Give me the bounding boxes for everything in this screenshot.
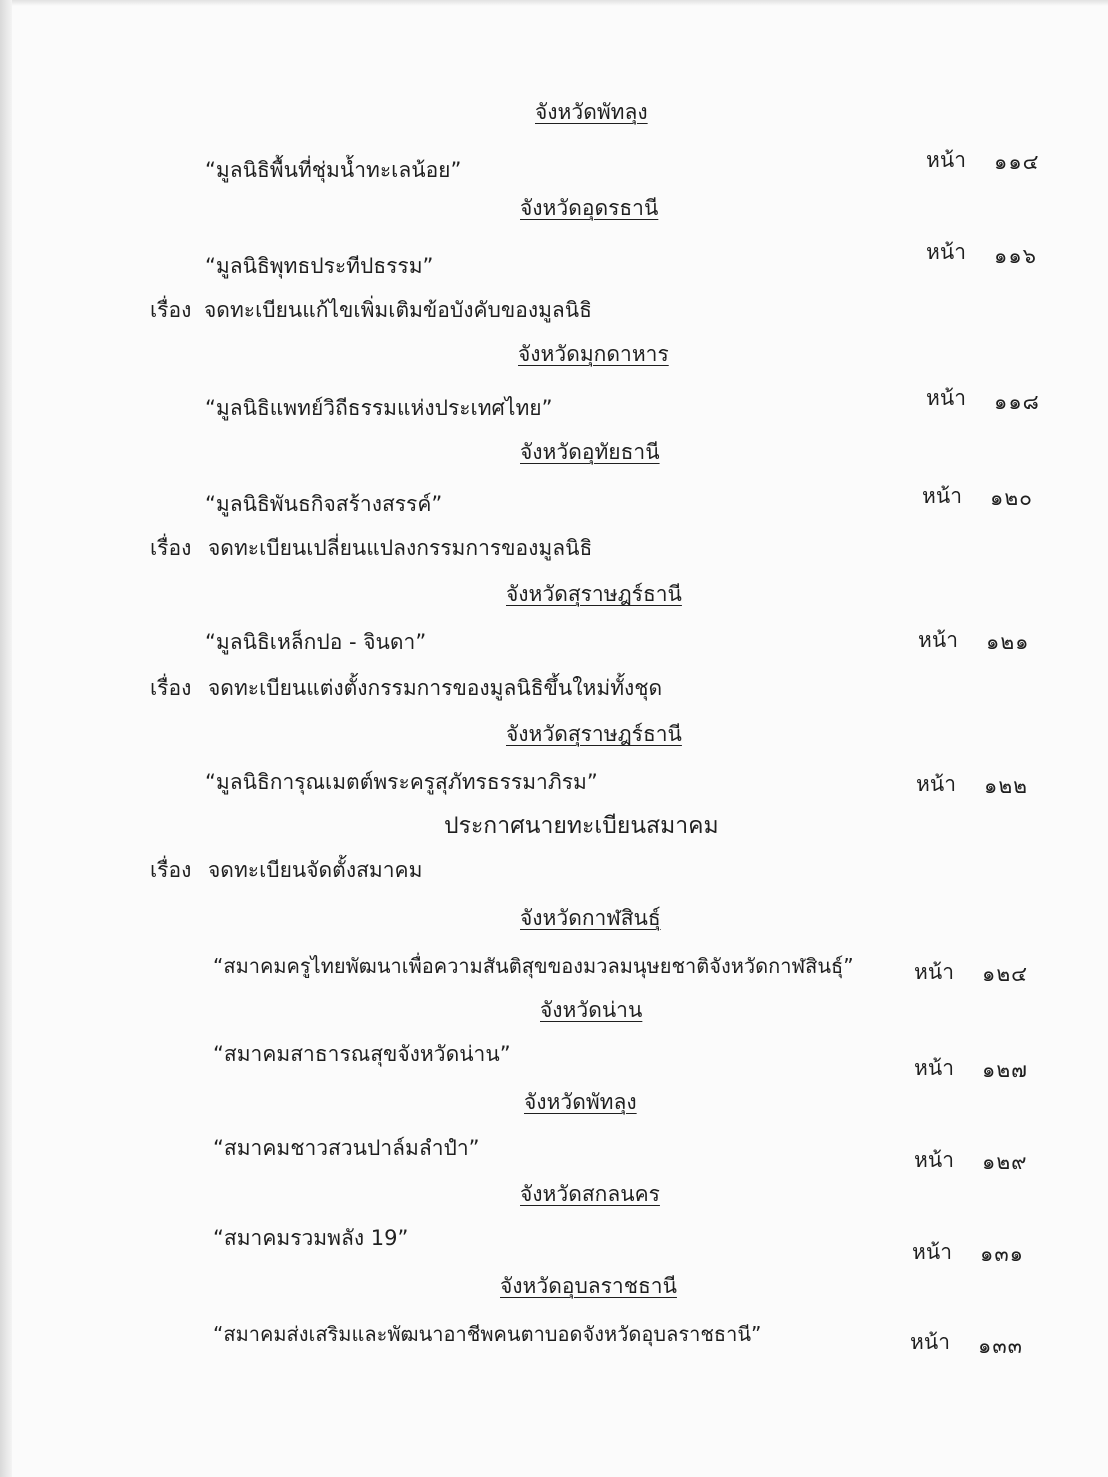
- entry-title: “สมาคมรวมพลัง 19”: [213, 1226, 409, 1250]
- page-label: หน้า: [916, 772, 956, 796]
- entry-title: “สมาคมชาวสวนปาล์มลำปำ”: [213, 1136, 480, 1160]
- province-heading: จังหวัดสุราษฎร์ธานี: [506, 722, 682, 746]
- page-number: ๑๒๙: [982, 1150, 1028, 1174]
- entry-title: “มูลนิธิพันธกิจสร้างสรรค์”: [205, 492, 443, 516]
- subject-label: เรื่อง: [150, 676, 192, 700]
- page-label: หน้า: [926, 148, 966, 172]
- province-heading: จังหวัดอุทัยธานี: [520, 440, 660, 464]
- section-heading: ประกาศนายทะเบียนสมาคม: [444, 813, 719, 839]
- subject-text: จดทะเบียนจัดตั้งสมาคม: [208, 858, 423, 882]
- entry-title: “มูลนิธิพุทธประทีปธรรม”: [205, 254, 434, 278]
- page-number: ๑๑๖: [994, 244, 1037, 268]
- page-label: หน้า: [912, 1240, 952, 1264]
- page-number: ๑๑๘: [994, 390, 1040, 414]
- province-heading: จังหวัดอุบลราชธานี: [500, 1274, 677, 1298]
- page-label: หน้า: [914, 1056, 954, 1080]
- page-label: หน้า: [926, 386, 966, 410]
- entry-title: “สมาคมครูไทยพัฒนาเพื่อความสันติสุขของมวลมนุษยชาติจังหวัดกาฬสินธุ์”: [213, 954, 854, 978]
- province-heading: จังหวัดสกลนคร: [520, 1182, 660, 1206]
- province-heading: จังหวัดกาฬสินธุ์: [520, 906, 661, 930]
- page-number: ๑๒๒: [984, 774, 1029, 798]
- province-heading: จังหวัดสุราษฎร์ธานี: [506, 582, 682, 606]
- subject-text: จดทะเบียนเปลี่ยนแปลงกรรมการของมูลนิธิ: [208, 536, 593, 560]
- page-number: ๑๒๗: [982, 1058, 1028, 1082]
- page-number: ๑๒๔: [982, 962, 1029, 986]
- subject-text: จดทะเบียนแก้ไขเพิ่มเติมข้อบังคับของมูลนิธิ: [204, 298, 592, 322]
- entry-title: “มูลนิธิเหล็กปอ - จินดา”: [205, 630, 427, 654]
- scan-left-edge: [0, 0, 12, 1477]
- subject-label: เรื่อง: [150, 536, 192, 560]
- entry-title: “สมาคมสาธารณสุขจังหวัดน่าน”: [213, 1042, 511, 1066]
- page-label: หน้า: [922, 484, 962, 508]
- entry-title: “สมาคมส่งเสริมและพัฒนาอาชีพคนตาบอดจังหวัดอุบลราชธานี”: [213, 1322, 762, 1346]
- entry-title: “มูลนิธิการุณเมตต์พระครูสุภัทรธรรมาภิรม”: [205, 770, 598, 794]
- page-label: หน้า: [910, 1330, 950, 1354]
- page-number: ๑๒๐: [990, 486, 1033, 510]
- page-number: ๑๒๑: [986, 630, 1030, 654]
- page-number: ๑๓๓: [978, 1334, 1024, 1358]
- page-label: หน้า: [926, 240, 966, 264]
- subject-text: จดทะเบียนแต่งตั้งกรรมการของมูลนิธิขึ้นใหม่ทั้งชุด: [208, 676, 663, 700]
- page-number: ๑๓๑: [980, 1242, 1025, 1266]
- entry-title: “มูลนิธิแพทย์วิถีธรรมแห่งประเทศไทย”: [205, 396, 553, 420]
- province-heading: จังหวัดพัทลุง: [524, 1090, 637, 1114]
- province-heading: จังหวัดพัทลุง: [535, 100, 648, 124]
- province-heading: จังหวัดอุดรธานี: [520, 196, 659, 220]
- subject-label: เรื่อง: [150, 298, 192, 322]
- entry-title: “มูลนิธิพื้นที่ชุ่มน้ำทะเลน้อย”: [205, 158, 462, 182]
- province-heading: จังหวัดน่าน: [540, 998, 643, 1022]
- page-number: ๑๑๔: [994, 150, 1040, 174]
- scan-top-edge: [0, 0, 1108, 6]
- province-heading: จังหวัดมุกดาหาร: [518, 342, 669, 366]
- page-label: หน้า: [914, 960, 954, 984]
- page-label: หน้า: [918, 628, 958, 652]
- page-label: หน้า: [914, 1148, 954, 1172]
- subject-label: เรื่อง: [150, 858, 192, 882]
